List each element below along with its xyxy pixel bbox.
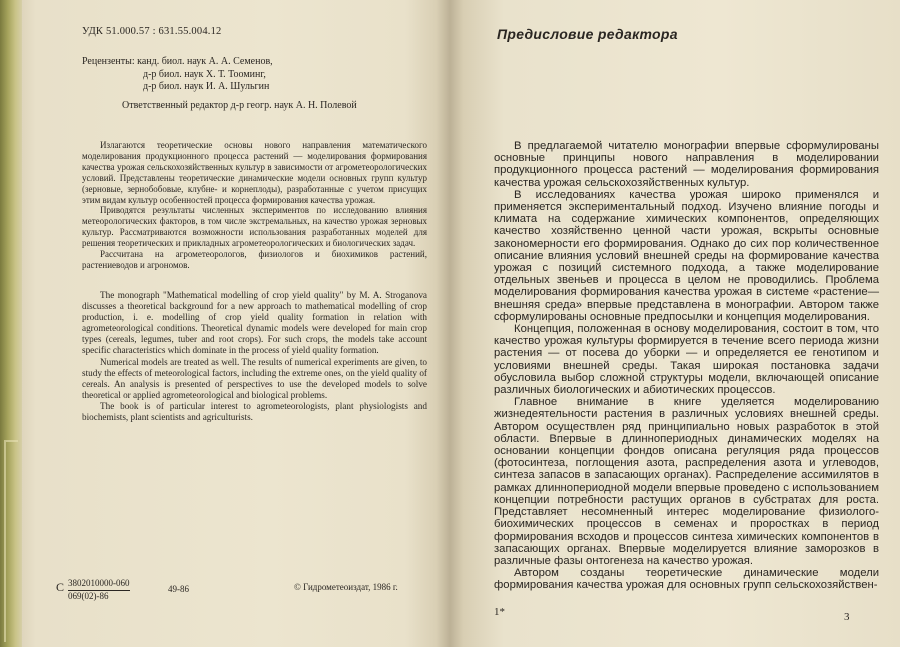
abstract-paragraph: The book is of particular interest to agrometeorologists, plant physiologists and biochemists, plant scientists and agriculturists. bbox=[82, 400, 427, 423]
reviewer-name: д-р биол. наук И. А. Шульгин bbox=[143, 81, 270, 92]
signature-mark: 1* bbox=[494, 606, 505, 618]
body-paragraph: Автором созданы теоретические динамические модели формирования качества урожая для основных групп сельскохозяйствен- bbox=[494, 567, 879, 592]
abstract-paragraph: Numerical models are treated as well. The results of numerical experiments are given, to study the effects of meteorological factors, including the extreme ones, on the yield quality of cereals. An analysis is presented of perspectives to use the developed models to solve theoretical or applied agrometeorological and biological problems. bbox=[82, 356, 427, 400]
page-title: Предисловие редактора bbox=[497, 26, 678, 42]
copyright-notice: © Гидрометеоиздат, 1986 г. bbox=[294, 582, 398, 592]
reviewers-label: Рецензенты: bbox=[82, 56, 135, 67]
left-page bbox=[22, 0, 450, 647]
body-paragraph: В исследованиях качества урожая широко применялся и применяется экспериментальный подход. Изучено влияние погоды и климата на содержание химических компонентов, определяющих качество хозяйственно ценной части урожая, вскрыты основные закономерности его формирования. Однако до сих пор количественное описание влияния условий внешней среды на формирование качества урожая с позиций системного подхода, а также моделирование отдельных звеньев и процесса в целом не проводились. Проблема моделирования формирования качества урожая в системе «растение—внешняя среда» впервые представлена в монографии. Автором также сформулированы основные предпосылки и концепция моделирования. bbox=[494, 188, 879, 323]
book-binding bbox=[0, 0, 22, 647]
page-number: 3 bbox=[844, 611, 850, 623]
abstract-english bbox=[82, 290, 427, 423]
body-paragraph: Концепция, положенная в основу моделирования, состоит в том, что качество урожая культуры формируется в течение всего периода жизни растения — от посева до уборки — и определяется ее генотипом и условиями внешней среды. Такая широкая постановка задачи обусловила выбор сложной структуры модели, включающей описание различных биологических и абиотических процессов. bbox=[494, 323, 879, 397]
abstract-paragraph: Рассчитана на агрометеорологов, физиологов и биохимиков растений, растениеводов и агрономов. bbox=[82, 249, 427, 270]
abstract-paragraph: Приводятся результаты численных экспериментов по исследованию влияния метеорологических факторов, в том числе экстремальных, на качество урожая зерновых культур. Рассматриваются возможности использования разработанных моделей для решения теоретических и прикладных агрометеорологических и биологических задач. bbox=[82, 205, 427, 249]
body-paragraph: В предлагаемой читателю монографии впервые сформулированы основные принципы нового направления в моделировании продукционного процесса растений — моделирования формирования качества урожая сельскохозяйственных культур. bbox=[494, 140, 879, 189]
catalog-suffix: 49-86 bbox=[168, 584, 189, 594]
preface-body bbox=[494, 140, 879, 592]
abstract-paragraph: The monograph "Mathematical modelling of crop yield quality" by M. A. Stroganova discusses a theoretical background for a new approach to mathematical modelling of crop production, i. e. modelling of crop yield quality formation in relation with agrometeorological conditions. Theoretical dynamic models were developed for main crop types (cereals, legumes, tuber and root crops). For such crops, the models take account specific characteristics which dominate in the process of yield quality formation. bbox=[82, 290, 427, 356]
udk-code: УДК 51.000.57 : 631.55.004.12 bbox=[82, 26, 222, 37]
abstract-russian bbox=[82, 140, 427, 271]
abstract-paragraph: Излагаются теоретические основы нового направления математического моделирования продукционного процесса растений — моделирования формирования качества урожая сельскохозяйственных культур в зависимости от агрометеорологических условий. Представлены теоретические динамические модели основных групп культур (зерновые, зернобобовые, клубне- и корнеплоды), разработанные с учетом присущих этим видам культур особенностей процесса формирования качества урожая. bbox=[82, 140, 427, 205]
reviewer-name: д-р биол. наук Х. Т. Тооминг, bbox=[143, 68, 266, 80]
catalog-denominator: 069(02)-86 bbox=[68, 591, 109, 601]
catalog-letter: С bbox=[56, 580, 65, 594]
reviewer-line bbox=[82, 56, 273, 69]
right-page bbox=[452, 0, 900, 647]
body-paragraph: Главное внимание в книге уделяется моделированию жизнедеятельности растения в различных условиях внешней среды. Автором осуществлен ряд принципиально новых разработок в этой области. Впервые в длиннопериодных динамических моделях на основании концепции фондов описана регуляция ряда процессов (фотосинтеза, поглощения азота, распределения азота и углеводов, синтеза запасов в запасающих органах). Распределение ассимилятов в рамках длиннопериодной модели впервые проведено с использованием концепции потребности растущих органов в субстратах для роста. Представляет несомненный интерес моделирование физиолого-биохимических процессов в семенах и проростках в период формирования всходов и процессов синтеза химических компонентов в запасающих органах. Впервые моделируется влияние заморозков в различные фазы онтогенеза на качество урожая. bbox=[494, 396, 879, 567]
reviewers-block bbox=[82, 56, 273, 94]
catalog-numerator: 3802010000-060 bbox=[68, 577, 130, 591]
responsible-editor: Ответственный редактор д-р геогр. наук А. Н. Полевой bbox=[122, 100, 357, 111]
reviewer-name: канд. биол. наук А. А. Семенов, bbox=[137, 56, 273, 67]
